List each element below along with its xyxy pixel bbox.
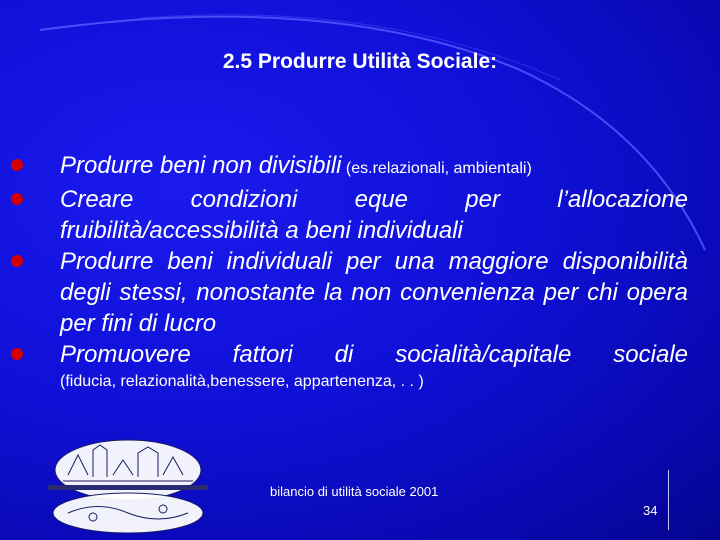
slide-title: 2.5 Produrre Utilità Sociale: xyxy=(222,50,498,73)
bullet-item xyxy=(10,184,688,246)
bullet-dot-icon xyxy=(11,348,23,360)
page-number: 34 xyxy=(643,503,658,518)
bullet-text: Promuovere fattori di socialità/capitale sociale xyxy=(60,341,688,368)
footer-divider xyxy=(668,470,669,530)
bullet-text: Creare condizioni eque per l’allocazione fruibilità/accessibilità a beni individuali xyxy=(60,186,688,244)
bullet-dot-icon xyxy=(11,255,23,267)
bullet-text: Produrre beni individuali per una maggiore disponibilità degli stessi, nonostante la non convenienza per chi opera per fini di lucro xyxy=(60,248,688,337)
bullet-dot-icon xyxy=(11,193,23,205)
bullet-list xyxy=(10,150,688,394)
bullet-text: Produrre beni non divisibili xyxy=(60,152,342,179)
bullet-item xyxy=(10,246,688,339)
bullet-item xyxy=(10,339,688,394)
footer-text: bilancio di utilità sociale 2001 xyxy=(270,484,439,499)
bullet-item xyxy=(10,150,688,184)
bullet-subtext: (fiducia, relazionalità,benessere, appartenenza, . . ) xyxy=(60,373,424,390)
institution-logo xyxy=(48,435,208,535)
bullet-note: (es.relazionali, ambientali) xyxy=(341,160,532,177)
bullet-dot-icon xyxy=(11,159,23,171)
